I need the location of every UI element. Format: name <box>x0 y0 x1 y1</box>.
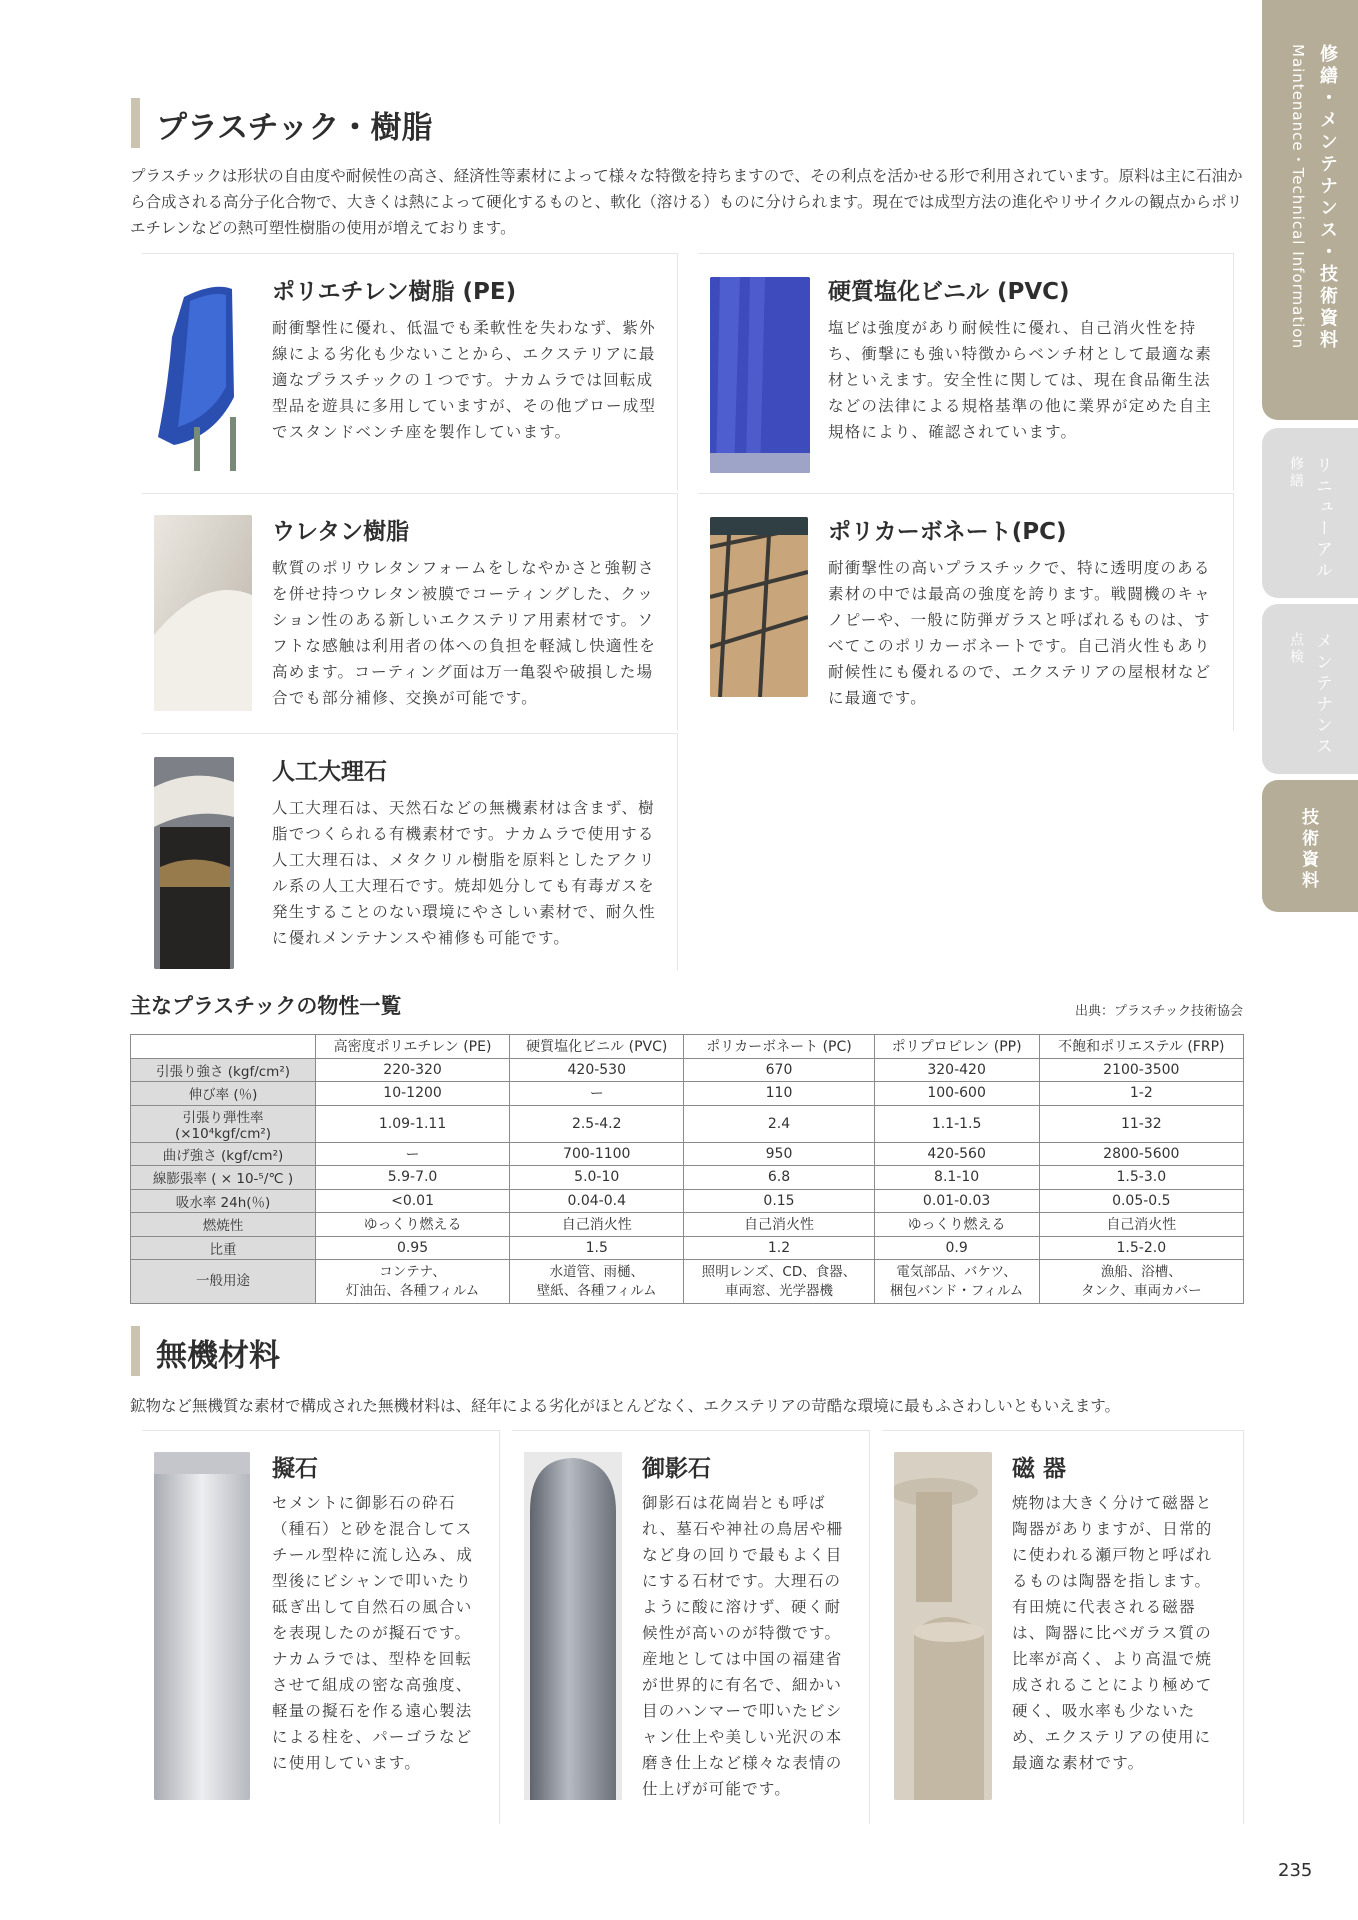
card-body: 耐衝撃性の高いプラスチックで、特に透明度のある素材の中では最高の強度を誇ります。戦闘機のキャノピーや、一般に防弾ガラスと呼ばれるものは、すべてこのポリカーボネートです。自己消火性もあり耐候性にも優れるので、エクステリアの屋根材などに最適です。 <box>828 559 1212 707</box>
usage-line: 梱包バンド・フィルム <box>889 1282 1024 1299</box>
table-cell: 1.5-3.0 <box>1039 1166 1243 1190</box>
card-title: ポリエチレン樹脂 (PE) <box>272 279 517 305</box>
usage-line: タンク、車両カバー <box>1080 1282 1202 1299</box>
usage-line: 水道管、雨樋、 <box>549 1263 644 1280</box>
artificial-stone-pillar-image <box>154 1452 250 1800</box>
card-body: 塩ビは強度があり耐候性に優れ、自己消火性を持ち、衝撃にも強い特徴からベンチ材として最適な素材といえます。安全性に関しては、現在食品衛生法などの法律による規格基準の他に業界が定めた自主規格により、確認されています。 <box>828 319 1213 441</box>
tab-maintenance-technical-info[interactable] <box>1262 0 1358 420</box>
section-marker <box>131 1326 140 1376</box>
table-cell: 100-600 <box>874 1082 1039 1106</box>
table-cell: 自己消火性 <box>510 1213 684 1237</box>
card-pvc <box>686 253 1234 491</box>
table-cell: ー <box>510 1082 684 1106</box>
card-title: 人工大理石 <box>272 759 387 785</box>
card-title: ポリカーボネート(PC) <box>828 519 1067 545</box>
usage-line: 漁船、浴槽、 <box>1100 1263 1182 1280</box>
table-cell: 2800-5600 <box>1039 1142 1243 1166</box>
card-urethane <box>130 493 678 731</box>
card-body: 御影石は花崗岩とも呼ばれ、墓石や神社の鳥居や柵など身の回りで最もよく目にする石材です。大理石のように酸に溶けず、硬く耐候性が高いのが特徴です。産地としては中国の福建省が世界的に有名で、細かい目のハンマーで叩いたビシャン仕上や美しい光沢の本磨き仕上など様々な表情の仕上げが可能です。 <box>642 1494 844 1798</box>
table-cell <box>684 1260 874 1304</box>
table-row <box>131 1082 1244 1106</box>
usage-line: 電気部品、バケツ、 <box>896 1263 1017 1280</box>
table-cell <box>316 1260 510 1304</box>
table-row <box>131 1236 1244 1260</box>
row-label: 引張り弾性率 (×10⁴kgf/cm²) <box>131 1105 316 1142</box>
usage-line: 照明レンズ、CD、食器、 <box>701 1263 857 1280</box>
tab-main-title: 修繕・メンテナンス・技術資料 <box>1317 44 1338 352</box>
table-cell: 2.5-4.2 <box>510 1105 684 1142</box>
table-cell: 0.04-0.4 <box>510 1189 684 1213</box>
table-row <box>131 1142 1244 1166</box>
table-cell <box>1039 1260 1243 1304</box>
table-cell: 420-560 <box>874 1142 1039 1166</box>
column-header: 高密度ポリエチレン (PE) <box>316 1035 510 1059</box>
card-title: 磁 器 <box>1012 1456 1067 1482</box>
table-cell: 1-2 <box>1039 1082 1243 1106</box>
table-cell: 110 <box>684 1082 874 1106</box>
tab-renewal[interactable] <box>1262 428 1358 598</box>
card-body: 耐衝撃性に優れ、低温でも柔軟性を失わなず、紫外線による劣化も少ないことから、エクステリアに最適なプラスチックの１つです。ナカムラでは回転成型品を遊具に多用していますが、その他ブロー成型でスタンドベンチ座を製作しています。 <box>272 319 657 441</box>
card-title: 御影石 <box>642 1456 711 1482</box>
table-cell: 420-530 <box>510 1058 684 1082</box>
table-cell: 5.9-7.0 <box>316 1166 510 1190</box>
table-corner-cell <box>131 1035 316 1059</box>
table-cell: 320-420 <box>874 1058 1039 1082</box>
card-title: 擬石 <box>272 1456 318 1482</box>
table-row <box>131 1166 1244 1190</box>
column-header: 硬質塩化ビニル (PVC) <box>510 1035 684 1059</box>
polycarbonate-roof-image <box>710 517 808 697</box>
section-marker <box>131 98 140 148</box>
table-row <box>131 1189 1244 1213</box>
column-header: 不飽和ポリエステル (FRP) <box>1039 1035 1243 1059</box>
card-artificial-stone <box>130 1430 500 1824</box>
usage-line: 灯油缶、各種フィルム <box>345 1282 480 1299</box>
card-granite <box>500 1430 870 1824</box>
card-body: 人工大理石は、天然石などの無機素材は含まず、樹脂でつくられる有機素材です。ナカムラで使用する人工大理石は、メタクリル樹脂を原料としたアクリル系の人工大理石です。焼却処分しても有毒ガスを発生することのない環境にやさしい素材で、耐久性に優れメンテナンスや補修も可能です。 <box>272 799 656 947</box>
table-cell: 0.05-0.5 <box>1039 1189 1243 1213</box>
tab-main-subtitle: Maintenance・Technical Information <box>1289 44 1307 350</box>
card-body: 焼物は大きく分けて磁器と陶器がありますが、日常的に使われる瀬戸物と呼ばれるものは陶器を指します。有田焼に代表される磁器は、陶器に比べガラス質の比率が高く、より高温で焼成されることにより極めて硬く、吸水率も少ないため、エクステリアの使用に最適な素材です。 <box>1012 1494 1213 1772</box>
polyethylene-chair-image <box>154 277 252 473</box>
table-cell: 1.1-1.5 <box>874 1105 1039 1142</box>
table-cell: 1.2 <box>684 1236 874 1260</box>
row-label: 伸び率 (％) <box>131 1082 316 1106</box>
row-label: 吸水率 24h(％) <box>131 1189 316 1213</box>
tab-renewal-label: リニューアル <box>1312 456 1332 582</box>
table-cell: <0.01 <box>316 1189 510 1213</box>
table-cell: 自己消火性 <box>1039 1213 1243 1237</box>
tab-maintenance-sub: 点検 <box>1288 632 1304 666</box>
table-header-row <box>131 1035 1244 1059</box>
table-cell: 2100-3500 <box>1039 1058 1243 1082</box>
row-label: 曲げ強さ (kgf/cm²) <box>131 1142 316 1166</box>
card-artificial-marble <box>130 733 678 971</box>
row-label: 引張り強さ (kgf/cm²) <box>131 1058 316 1082</box>
table-cell: ー <box>316 1142 510 1166</box>
table-cell: ゆっくり燃える <box>316 1213 510 1237</box>
table-cell: 自己消火性 <box>684 1213 874 1237</box>
table-cell: 2.4 <box>684 1105 874 1142</box>
usage-line: 壁紙、各種フィルム <box>536 1282 657 1299</box>
tab-technical[interactable] <box>1262 780 1358 912</box>
table-cell: 0.9 <box>874 1236 1039 1260</box>
inorganic-intro: 鉱物など無機質な素材で構成された無機材料は、経年による劣化がほとんどなく、エクステリアの苛酷な環境に最もふさわしいともいえます。 <box>130 1397 1120 1415</box>
table-cell: 700-1100 <box>510 1142 684 1166</box>
table-cell: 0.01-0.03 <box>874 1189 1039 1213</box>
properties-table <box>130 1034 1244 1304</box>
table-title: 主なプラスチックの物性一覧 <box>130 994 402 1018</box>
card-title: ウレタン樹脂 <box>272 519 410 545</box>
artificial-marble-image <box>154 757 234 969</box>
table-cell: 6.8 <box>684 1166 874 1190</box>
row-label: 線膨張率 ( × 10-⁵/℃ ) <box>131 1166 316 1190</box>
table-cell: 1.5-2.0 <box>1039 1236 1243 1260</box>
row-label: 一般用途 <box>131 1260 316 1304</box>
plastics-intro: プラスチックは形状の自由度や耐候性の高さ、経済性等素材によって様々な特徴を持ちますので、その利点を活かせる形で利用されています。原料は主に石油から合成される高分子化合物で、大きくは熱によって硬化するものと、軟化（溶ける）ものに分けられます。現在では成型方法の進化やリサイクルの観点からポリエチレンなどの熱可塑性樹脂の使用が増えております。 <box>130 167 1243 237</box>
table-cell <box>510 1260 684 1304</box>
pvc-bench-image <box>710 277 810 473</box>
table-row <box>131 1213 1244 1237</box>
table-cell: ゆっくり燃える <box>874 1213 1039 1237</box>
column-header: ポリプロピレン (PP) <box>874 1035 1039 1059</box>
table-row <box>131 1058 1244 1082</box>
card-title: 硬質塩化ビニル (PVC) <box>828 279 1070 305</box>
table-source: 出典：プラスチック技術協会 <box>1075 1004 1243 1019</box>
table-cell: 8.1-10 <box>874 1166 1039 1190</box>
table-row <box>131 1105 1244 1142</box>
usage-line: コンテナ、 <box>379 1263 446 1280</box>
tab-renewal-sub: 修繕 <box>1288 456 1304 490</box>
card-polyethylene <box>130 253 678 491</box>
card-body: セメントに御影石の砕石（種石）と砂を混合してスチール型枠に流し込み、成型後にビシャンで叩いたり砥ぎ出して自然石の風合いを表現したのが擬石です。ナカムラでは、型枠を回転させて組成の密な高強度、軽量の擬石を作る遠心製法による柱を、パーゴラなどに使用しています。 <box>272 1494 474 1772</box>
tab-maintenance[interactable] <box>1262 604 1358 774</box>
card-porcelain <box>870 1430 1244 1824</box>
table-cell <box>874 1260 1039 1304</box>
row-label: 比重 <box>131 1236 316 1260</box>
table-row-usage <box>131 1260 1244 1304</box>
table-cell: 11-32 <box>1039 1105 1243 1142</box>
table-cell: 10-1200 <box>316 1082 510 1106</box>
table-cell: 670 <box>684 1058 874 1082</box>
table-cell: 0.95 <box>316 1236 510 1260</box>
granite-bollard-image <box>524 1452 622 1800</box>
table-cell: 0.15 <box>684 1189 874 1213</box>
row-label: 燃焼性 <box>131 1213 316 1237</box>
table-cell: 1.09-1.11 <box>316 1105 510 1142</box>
section-title-inorganic: 無機材料 <box>156 1338 280 1374</box>
tab-maintenance-label: メンテナンス <box>1312 632 1332 758</box>
card-polycarbonate <box>686 493 1234 731</box>
table-cell: 220-320 <box>316 1058 510 1082</box>
table-cell: 1.5 <box>510 1236 684 1260</box>
table-cell: 950 <box>684 1142 874 1166</box>
column-header: ポリカーボネート (PC) <box>684 1035 874 1059</box>
usage-line: 車両窓、光学器機 <box>725 1282 833 1299</box>
page-number: 235 <box>1278 1860 1313 1881</box>
table-cell: 5.0-10 <box>510 1166 684 1190</box>
tab-technical-label: 技術資料 <box>1298 808 1318 892</box>
urethane-cushion-image <box>154 515 252 711</box>
porcelain-stool-image <box>894 1452 992 1800</box>
card-body: 軟質のポリウレタンフォームをしなやかさと強靭さを併せ持つウレタン被膜でコーティングした、クッション性のある新しいエクステリア用素材です。ソフトな感触は利用者の体への負担を軽減し快適性を高めます。コーティング面は万一亀裂や破損した場合でも部分補修、交換が可能です。 <box>272 559 657 707</box>
section-title-plastics: プラスチック・樹脂 <box>156 110 433 146</box>
